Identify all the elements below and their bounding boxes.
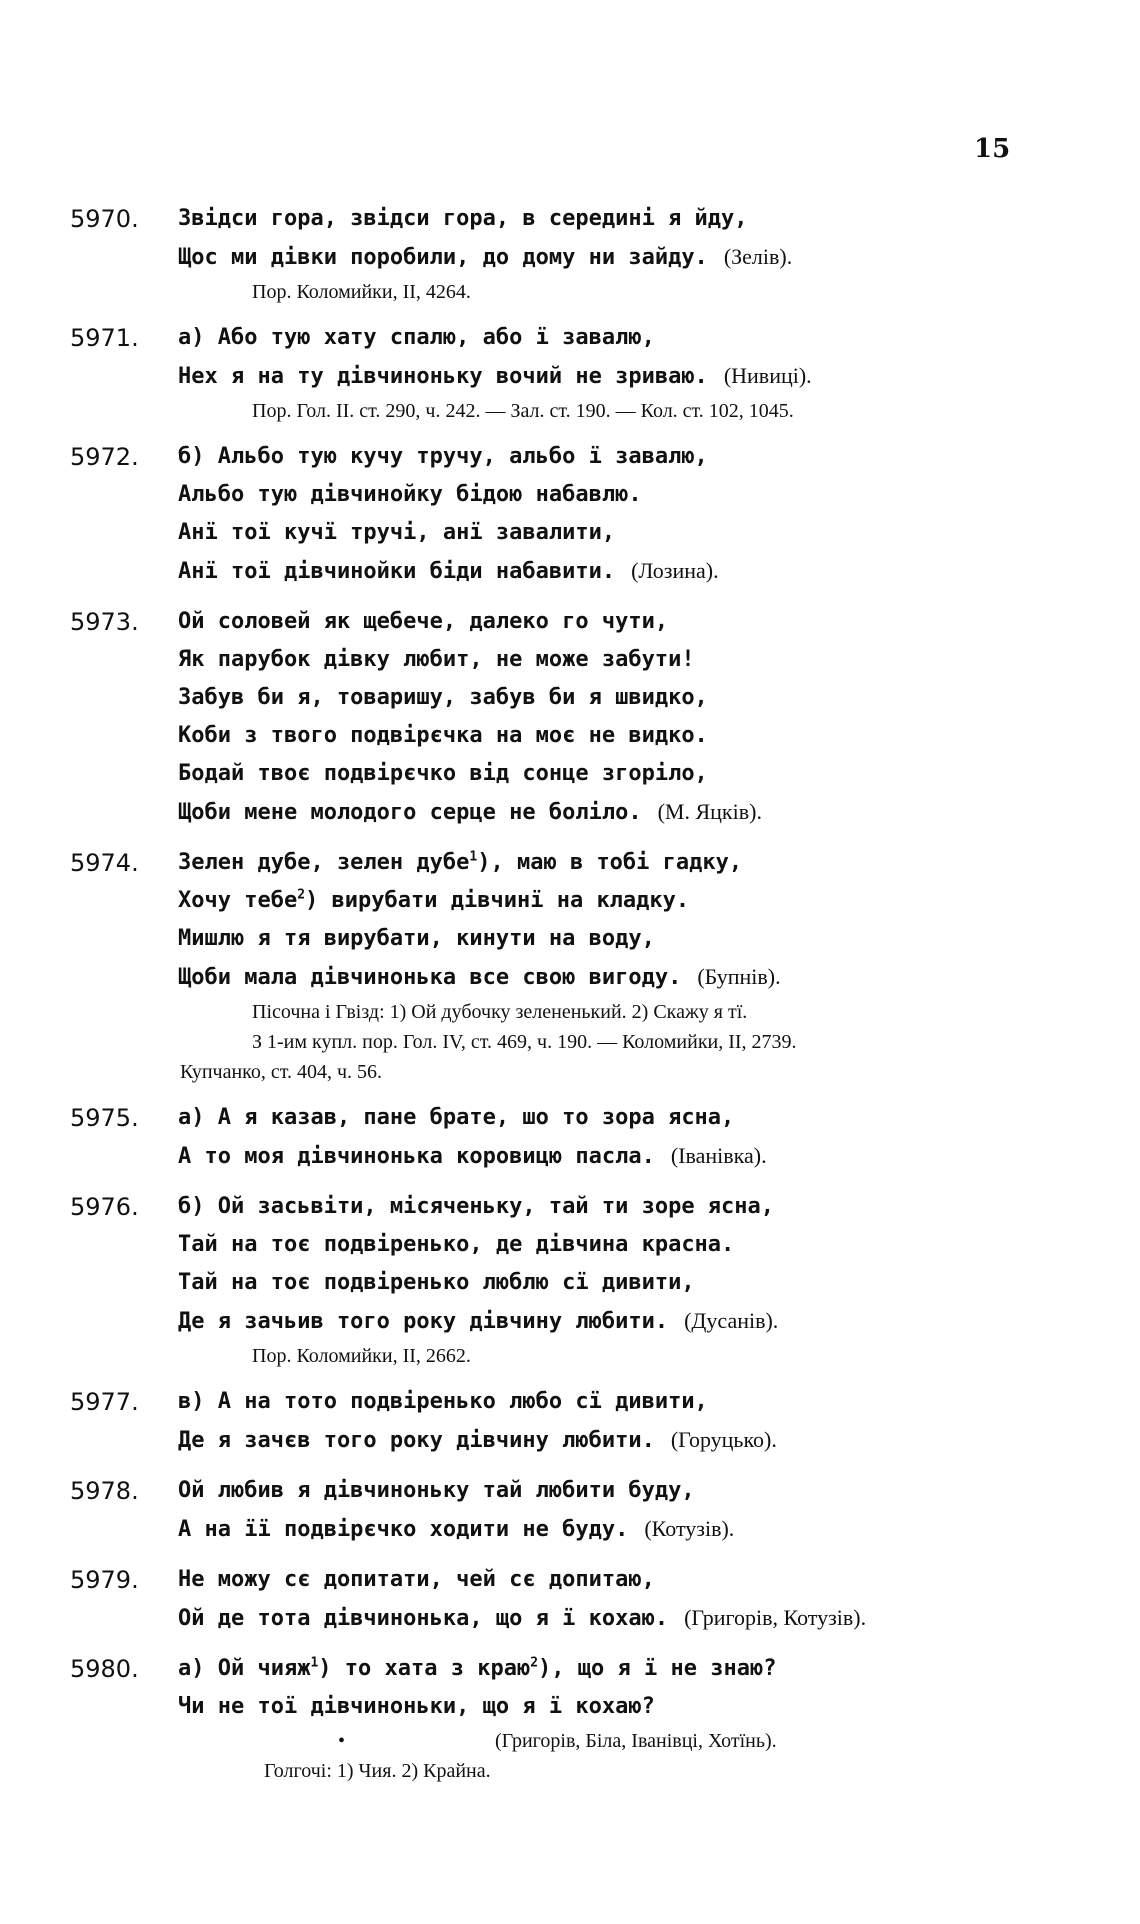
entry-body [178,1383,1140,1460]
verse-line: в) А на тото подвіренько любо сї дивити, [178,1389,708,1414]
verse-line: Мишлю я тя вирубати, кинути на воду, [178,926,655,951]
entry-body [178,1188,1140,1371]
entry-number: 5980. [70,1655,139,1683]
entry-5976 [0,1188,1140,1371]
verse-line [178,958,1140,997]
verse-text: Анї тої дівчинойки біди набавити. [178,559,616,584]
place-name: (Дусанів). [684,1308,779,1333]
verse-line [178,844,1140,882]
footnote-marker: 2 [297,887,306,903]
verse-text: ), маю в тобі гадку, [477,850,743,875]
place-name: (Іванівка). [670,1143,767,1168]
entry-5980 [0,1650,1140,1786]
verse-line: б) Ой засьвіти, місяченьку, тай ти зоре ясна, [178,1194,775,1219]
footnote-marker: 1 [469,849,478,865]
verse-line [178,1137,1140,1176]
place-name: (Котузів). [644,1516,735,1541]
verse-line: а) А я казав, пане брате, шо то зора ясна, [178,1105,735,1130]
verse-text: Де я зачьив того року дівчину любити. [178,1309,669,1334]
verse-line [178,1650,1140,1688]
verse-line: Як парубок дівку любит, не може забути! [178,647,695,672]
place-name: (Григорів, Біла, Іванівці, Хотїнь). [495,1730,777,1752]
entry-5978 [0,1472,1140,1549]
verse-line: Ой любив я дівчиноньку тай любити буду, [178,1478,695,1503]
place-name: (Григорів, Котузів). [684,1605,867,1630]
verse-text: Щоби мала дівчинонька все свою вигоду. [178,965,682,990]
entry-number: 5977. [70,1388,139,1416]
entry-5973 [0,603,1140,832]
entry-5970 [0,200,1140,307]
entry-5977 [0,1383,1140,1460]
verse-line: Бодай твоє подвірєчко від сонце згоріло, [178,761,708,786]
entry-number: 5972. [70,443,139,471]
verse-text: Хочу тебе [178,888,298,913]
verse-line: Ой соловей як щебече, далеко го чути, [178,609,669,634]
verse-line [178,1421,1140,1460]
entry-body [178,319,1140,426]
entry-number: 5978. [70,1477,139,1505]
verse-text: Зелен дубе, зелен дубе [178,850,470,875]
place-name: (Зелів). [723,244,793,269]
entry-number: 5973. [70,608,139,636]
entries-list [0,200,1140,1798]
entry-number: 5971. [70,324,139,352]
verse-text: Де я зачєв того року дівчину любити. [178,1428,655,1453]
reference-note: Пісочна і Гвізд: 1) Ой дубочку зелененький. 2) Скажу я тї. [252,1001,748,1023]
entry-5975 [0,1099,1140,1176]
verse-line [178,1510,1140,1549]
verse-text: ), що я ї не знаю? [538,1656,777,1681]
entry-body [178,1650,1140,1786]
verse-line [178,1302,1140,1341]
verse-line [178,238,1140,277]
place-name: (Нивиці). [723,363,812,388]
entry-5971 [0,319,1140,426]
entry-body [178,200,1140,307]
footnote-text: Голгочі: 1) Чия. 2) Крайна. [264,1760,491,1782]
verse-line: Чи не тої дівчиноньки, що я ї кохаю? [178,1694,655,1719]
verse-text: а) Ой чияж [178,1656,311,1681]
entry-number: 5975. [70,1104,139,1132]
verse-text: ) то хата з краю [318,1656,531,1681]
entry-5974 [0,844,1140,1087]
place-name: (М. Яцків). [657,799,762,824]
reference-note: Пор. Коломийки, II, 2662. [252,1345,471,1367]
place-name: (Горуцько). [670,1427,777,1452]
entry-5972 [0,438,1140,591]
verse-text: Ой де тота дівчинонька, що я ї кохаю. [178,1606,669,1631]
verse-line: Забув би я, товаришу, забув би я швидко, [178,685,708,710]
verse-text: Щоби мене молодого серце не боліло. [178,800,642,825]
verse-line: Альбо тую дівчинойку бідою набавлю. [178,482,642,507]
entry-body [178,1561,1140,1638]
verse-text: А то моя дівчинонька коровицю пасла. [178,1144,655,1169]
entry-body [178,1472,1140,1549]
place-line [178,1726,1140,1756]
entry-number: 5976. [70,1193,139,1221]
verse-line: Анї тої кучї тручі, анї завалити, [178,520,616,545]
verse-line: Коби з твого подвірєчка на моє не видко. [178,723,708,748]
verse-line [178,793,1140,832]
verse-line: Не можу сє допитати, чей сє допитаю, [178,1567,655,1592]
footnote-marker: 1 [310,1655,319,1671]
entry-number: 5974. [70,849,139,877]
entry-5979 [0,1561,1140,1638]
verse-text: ) вирубати дівчинї на кладку. [305,888,690,913]
entry-body [178,844,1140,1087]
place-name: (Бупнів). [697,964,781,989]
reference-note: Пор. Коломийки, II, 4264. [252,281,471,303]
verse-text: Щос ми дівки поробили, до дому ни зайду. [178,245,708,270]
entry-body [178,603,1140,832]
verse-line: Тай на тоє подвіренько люблю сї дивити, [178,1270,695,1295]
reference-note: З 1-им купл. пор. Гол. IV, ст. 469, ч. 190. — Коломийки, II, 2739. [252,1031,797,1053]
verse-line: Звідси гора, звідси гора, в середині я йду, [178,206,748,231]
entry-number: 5979. [70,1566,139,1594]
page-number: 15 [974,134,1011,164]
reference-note: Купчанко, ст. 404, ч. 56. [180,1061,383,1083]
verse-line [178,357,1140,396]
entry-body [178,438,1140,591]
place-name: (Лозина). [631,558,719,583]
verse-line: а) Або тую хату спалю, або ї завалю, [178,325,655,350]
verse-text: Нех я на ту дівчиноньку вочий не зриваю. [178,364,708,389]
verse-line [178,1599,1140,1638]
verse-line: Тай на тоє подвіренько, де дівчина красна. [178,1232,735,1257]
entry-number: 5970. [70,205,139,233]
reference-note: Пор. Гол. II. ст. 290, ч. 242. — Зал. ст. 190. — Кол. ст. 102, 1045. [252,400,794,422]
verse-line [178,552,1140,591]
verse-text: А на її подвірєчко ходити не буду. [178,1517,629,1542]
bullet-mark: • [338,1730,346,1752]
footnote-marker: 2 [530,1655,539,1671]
verse-line: б) Альбо тую кучу тручу, альбо ї завалю, [178,444,708,469]
verse-line [178,882,1140,920]
entry-body [178,1099,1140,1176]
